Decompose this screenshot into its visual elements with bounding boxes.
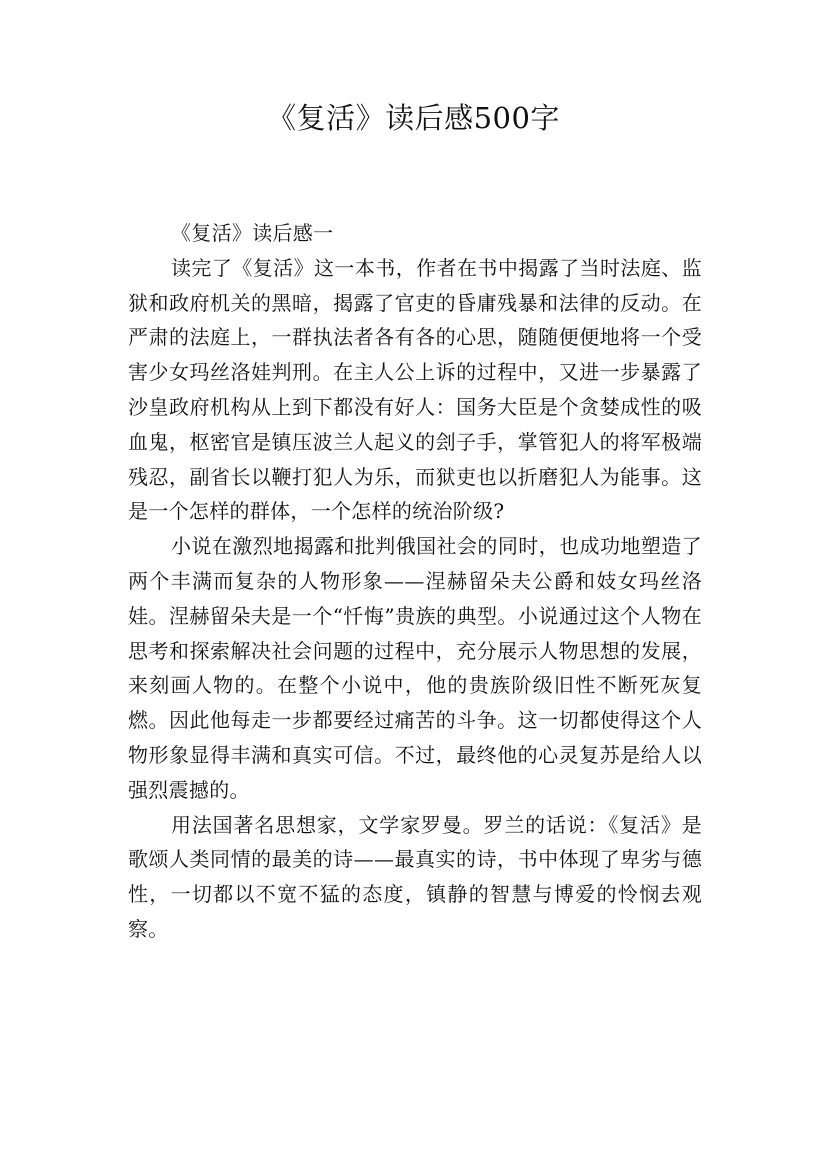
- document-body: [128, 216, 702, 947]
- paragraph-1: 读完了《复活》这一本书，作者在书中揭露了当时法庭、监狱和政府机关的黑暗，揭露了官吏的昏庸残暴和法律的反动。在严肃的法庭上，一群执法者各有各的心思，随随便便地将一个受害少女玛丝洛娃判刑。在主人公上诉的过程中，又进一步暴露了沙皇政府机构从上到下都没有好人：国务大臣是个贪婪成性的吸血鬼，枢密官是镇压波兰人起义的刽子手，掌管犯人的将军极端残忍，副省长以鞭打犯人为乐，而狱吏也以折磨犯人为能事。这是一个怎样的群体，一个怎样的统治阶级?: [128, 255, 702, 524]
- paragraph-3: 用法国著名思想家，文学家罗曼。罗兰的话说：《复活》是歌颂人类同情的最美的诗——最真实的诗，书中体现了卑劣与德性，一切都以不宽不猛的态度，镇静的智慧与博爱的怜悯去观察。: [128, 812, 702, 941]
- section-heading: 《复活》读后感一: [171, 221, 334, 245]
- document-title: 《复活》读后感500字: [267, 101, 560, 135]
- paragraph-2: 小说在激烈地揭露和批判俄国社会的同时，也成功地塑造了两个丰满而复杂的人物形象——涅赫留朵夫公爵和妓女玛丝洛娃。涅赫留朵夫是一个“忏悔”贵族的典型。小说通过这个人物在思考和探索解决社会问题的过程中，充分展示人物思想的发展，来刻画人物的。在整个小说中，他的贵族阶级旧性不断死灰复燃。因此他每走一步都要经过痛苦的斗争。这一切都使得这个人物形象显得丰满和真实可信。不过，最终他的心灵复苏是给人以强烈震撼的。: [128, 534, 702, 802]
